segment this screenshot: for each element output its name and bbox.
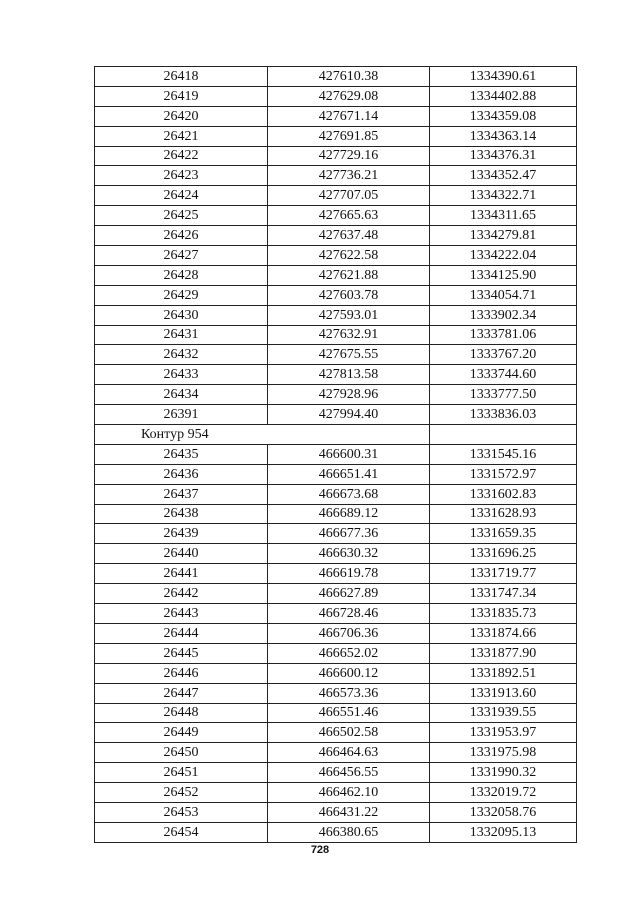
- table-row: [95, 106, 577, 126]
- y-coordinate-cell: 1334054.71: [430, 285, 577, 305]
- x-coordinate-cell: 466573.36: [268, 683, 430, 703]
- x-coordinate-cell: 466464.63: [268, 743, 430, 763]
- table-row: [95, 723, 577, 743]
- table-row: [95, 246, 577, 266]
- point-number-cell: 26432: [95, 345, 268, 365]
- table-row: [95, 504, 577, 524]
- point-number-cell: 26430: [95, 305, 268, 325]
- section-label: Контур 954: [95, 425, 430, 445]
- x-coordinate-cell: 466600.31: [268, 444, 430, 464]
- table-row: [95, 305, 577, 325]
- point-number-cell: 26442: [95, 584, 268, 604]
- point-number-cell: 26419: [95, 86, 268, 106]
- point-number-cell: 26450: [95, 743, 268, 763]
- y-coordinate-cell: 1333744.60: [430, 365, 577, 385]
- x-coordinate-cell: 427671.14: [268, 106, 430, 126]
- table-row: [95, 663, 577, 683]
- table-row: [95, 743, 577, 763]
- x-coordinate-cell: 466652.02: [268, 643, 430, 663]
- y-coordinate-cell: 1331696.25: [430, 544, 577, 564]
- point-number-cell: 26451: [95, 763, 268, 783]
- point-number-cell: 26427: [95, 246, 268, 266]
- point-number-cell: 26444: [95, 623, 268, 643]
- x-coordinate-cell: 466728.46: [268, 604, 430, 624]
- x-coordinate-cell: 427675.55: [268, 345, 430, 365]
- y-coordinate-cell: 1334402.88: [430, 86, 577, 106]
- y-coordinate-cell: 1334352.47: [430, 166, 577, 186]
- x-coordinate-cell: 427593.01: [268, 305, 430, 325]
- point-number-cell: 26453: [95, 802, 268, 822]
- point-number-cell: 26434: [95, 385, 268, 405]
- table-row: [95, 226, 577, 246]
- y-coordinate-cell: 1334125.90: [430, 265, 577, 285]
- x-coordinate-cell: 466651.41: [268, 464, 430, 484]
- table-row: [95, 345, 577, 365]
- point-number-cell: 26433: [95, 365, 268, 385]
- x-coordinate-cell: 427928.96: [268, 385, 430, 405]
- point-number-cell: 26437: [95, 484, 268, 504]
- table-row: [95, 86, 577, 106]
- point-number-cell: 26438: [95, 504, 268, 524]
- table-row: [95, 822, 577, 842]
- section-row: [95, 425, 577, 445]
- point-number-cell: 26446: [95, 663, 268, 683]
- point-number-cell: 26418: [95, 67, 268, 87]
- x-coordinate-cell: 427637.48: [268, 226, 430, 246]
- y-coordinate-cell: 1333781.06: [430, 325, 577, 345]
- y-coordinate-cell: 1333777.50: [430, 385, 577, 405]
- table-row: [95, 544, 577, 564]
- point-number-cell: 26421: [95, 126, 268, 146]
- coordinates-table-body: [95, 67, 577, 843]
- point-number-cell: 26428: [95, 265, 268, 285]
- x-coordinate-cell: 466689.12: [268, 504, 430, 524]
- y-coordinate-cell: 1334376.31: [430, 146, 577, 166]
- table-row: [95, 623, 577, 643]
- table-row: [95, 524, 577, 544]
- table-row: [95, 444, 577, 464]
- y-coordinate-cell: 1331975.98: [430, 743, 577, 763]
- y-coordinate-cell: 1333902.34: [430, 305, 577, 325]
- point-number-cell: 26436: [95, 464, 268, 484]
- y-coordinate-cell: 1332095.13: [430, 822, 577, 842]
- y-coordinate-cell: 1334363.14: [430, 126, 577, 146]
- x-coordinate-cell: 427813.58: [268, 365, 430, 385]
- y-coordinate-cell: 1334322.71: [430, 186, 577, 206]
- x-coordinate-cell: 466456.55: [268, 763, 430, 783]
- table-row: [95, 405, 577, 425]
- table-row: [95, 325, 577, 345]
- y-coordinate-cell: 1332058.76: [430, 802, 577, 822]
- table-row: [95, 67, 577, 87]
- point-number-cell: 26420: [95, 106, 268, 126]
- y-coordinate-cell: 1331835.73: [430, 604, 577, 624]
- y-coordinate-cell: 1331747.34: [430, 584, 577, 604]
- x-coordinate-cell: 427622.58: [268, 246, 430, 266]
- table-row: [95, 365, 577, 385]
- point-number-cell: 26440: [95, 544, 268, 564]
- y-coordinate-cell: 1334279.81: [430, 226, 577, 246]
- point-number-cell: 26445: [95, 643, 268, 663]
- y-coordinate-cell: 1331602.83: [430, 484, 577, 504]
- x-coordinate-cell: 466706.36: [268, 623, 430, 643]
- y-coordinate-cell: 1334359.08: [430, 106, 577, 126]
- table-row: [95, 783, 577, 803]
- table-row: [95, 604, 577, 624]
- point-number-cell: 26426: [95, 226, 268, 246]
- x-coordinate-cell: 466502.58: [268, 723, 430, 743]
- point-number-cell: 26454: [95, 822, 268, 842]
- table-row: [95, 166, 577, 186]
- y-coordinate-cell: 1333836.03: [430, 405, 577, 425]
- x-coordinate-cell: 427691.85: [268, 126, 430, 146]
- table-row: [95, 464, 577, 484]
- point-number-cell: 26422: [95, 146, 268, 166]
- point-number-cell: 26425: [95, 206, 268, 226]
- empty-cell: [430, 425, 577, 445]
- x-coordinate-cell: 466619.78: [268, 564, 430, 584]
- y-coordinate-cell: 1334222.04: [430, 246, 577, 266]
- table-row: [95, 564, 577, 584]
- point-number-cell: 26424: [95, 186, 268, 206]
- x-coordinate-cell: 427665.63: [268, 206, 430, 226]
- table-row: [95, 484, 577, 504]
- point-number-cell: 26452: [95, 783, 268, 803]
- x-coordinate-cell: 466462.10: [268, 783, 430, 803]
- y-coordinate-cell: 1331874.66: [430, 623, 577, 643]
- x-coordinate-cell: 466673.68: [268, 484, 430, 504]
- table-row: [95, 126, 577, 146]
- table-row: [95, 186, 577, 206]
- x-coordinate-cell: 427729.16: [268, 146, 430, 166]
- table-row: [95, 385, 577, 405]
- x-coordinate-cell: 466551.46: [268, 703, 430, 723]
- y-coordinate-cell: 1331659.35: [430, 524, 577, 544]
- point-number-cell: 26447: [95, 683, 268, 703]
- x-coordinate-cell: 466630.32: [268, 544, 430, 564]
- x-coordinate-cell: 466627.89: [268, 584, 430, 604]
- page-number: 728: [310, 844, 330, 856]
- y-coordinate-cell: 1331545.16: [430, 444, 577, 464]
- x-coordinate-cell: 427632.91: [268, 325, 430, 345]
- table-row: [95, 703, 577, 723]
- y-coordinate-cell: 1331913.60: [430, 683, 577, 703]
- table-row: [95, 683, 577, 703]
- point-number-cell: 26439: [95, 524, 268, 544]
- x-coordinate-cell: 466600.12: [268, 663, 430, 683]
- point-number-cell: 26429: [95, 285, 268, 305]
- table-row: [95, 584, 577, 604]
- x-coordinate-cell: 466431.22: [268, 802, 430, 822]
- y-coordinate-cell: 1331990.32: [430, 763, 577, 783]
- y-coordinate-cell: 1334311.65: [430, 206, 577, 226]
- y-coordinate-cell: 1331628.93: [430, 504, 577, 524]
- x-coordinate-cell: 427736.21: [268, 166, 430, 186]
- x-coordinate-cell: 466677.36: [268, 524, 430, 544]
- point-number-cell: 26435: [95, 444, 268, 464]
- x-coordinate-cell: 427994.40: [268, 405, 430, 425]
- table-row: [95, 285, 577, 305]
- y-coordinate-cell: 1332019.72: [430, 783, 577, 803]
- y-coordinate-cell: 1331719.77: [430, 564, 577, 584]
- table-row: [95, 206, 577, 226]
- table-row: [95, 146, 577, 166]
- table-row: [95, 802, 577, 822]
- point-number-cell: 26391: [95, 405, 268, 425]
- point-number-cell: 26441: [95, 564, 268, 584]
- table-row: [95, 265, 577, 285]
- y-coordinate-cell: 1331877.90: [430, 643, 577, 663]
- y-coordinate-cell: 1333767.20: [430, 345, 577, 365]
- x-coordinate-cell: 427629.08: [268, 86, 430, 106]
- x-coordinate-cell: 427707.05: [268, 186, 430, 206]
- point-number-cell: 26443: [95, 604, 268, 624]
- coordinates-table: [94, 66, 577, 843]
- x-coordinate-cell: 427603.78: [268, 285, 430, 305]
- point-number-cell: 26423: [95, 166, 268, 186]
- y-coordinate-cell: 1331939.55: [430, 703, 577, 723]
- x-coordinate-cell: 427621.88: [268, 265, 430, 285]
- table-row: [95, 763, 577, 783]
- point-number-cell: 26449: [95, 723, 268, 743]
- y-coordinate-cell: 1331953.97: [430, 723, 577, 743]
- y-coordinate-cell: 1334390.61: [430, 67, 577, 87]
- y-coordinate-cell: 1331892.51: [430, 663, 577, 683]
- y-coordinate-cell: 1331572.97: [430, 464, 577, 484]
- x-coordinate-cell: 466380.65: [268, 822, 430, 842]
- x-coordinate-cell: 427610.38: [268, 67, 430, 87]
- point-number-cell: 26431: [95, 325, 268, 345]
- point-number-cell: 26448: [95, 703, 268, 723]
- table-row: [95, 643, 577, 663]
